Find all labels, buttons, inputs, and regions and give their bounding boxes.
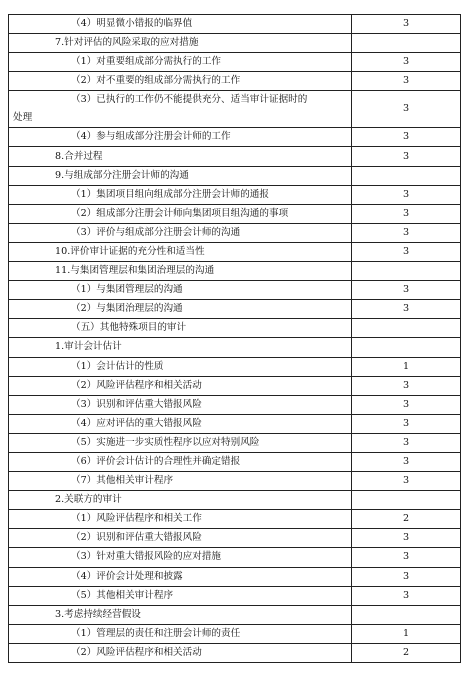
row-level-value [352,166,461,185]
row-level-value [352,34,461,53]
row-level-value: 3 [352,204,461,223]
table-row [9,548,461,567]
row-item-label: 2.关联方的审计 [55,494,122,506]
row-item-label: 1.审计会计估计 [55,341,122,353]
row-item-text [9,338,352,357]
row-item-text [9,53,352,72]
row-item-label: （2）识别和评估重大错报风险 [71,532,202,544]
row-level-value: 3 [352,586,461,605]
row-item-text [9,605,352,624]
row-level-value: 3 [352,472,461,491]
row-level-value: 3 [352,128,461,147]
row-item-label: （7）其他相关审计程序 [71,475,174,487]
row-level-value: 3 [352,223,461,242]
table-row [9,53,461,72]
row-item-label: （2）风险评估程序和相关活动 [71,379,202,391]
row-item-text [9,204,352,223]
row-item-label: （1）集团项目组向组成部分注册会计师的通报 [71,188,269,200]
row-item-text [9,567,352,586]
row-item-text [9,624,352,643]
row-level-value: 3 [352,414,461,433]
row-item-text-line2: 处理 [13,112,33,124]
row-item-label: （4）参与组成部分注册会计师的工作 [71,131,231,143]
row-item-text [9,281,352,300]
table-row [9,319,461,338]
table-row [9,472,461,491]
table-row [9,510,461,529]
table-row [9,529,461,548]
row-item-label: （2）对不重要的组成部分需执行的工作 [71,75,241,87]
row-level-value: 3 [352,395,461,414]
row-level-value [352,319,461,338]
row-item-text [9,452,352,471]
row-item-label: 11.与集团管理层和集团治理层的沟通 [55,265,215,277]
row-item-text [9,643,352,662]
row-level-value: 1 [352,624,461,643]
table-row [9,586,461,605]
row-item-label: （1）与集团管理层的沟通 [71,284,183,296]
row-item-text [9,376,352,395]
row-level-value: 3 [352,452,461,471]
row-level-value: 3 [352,242,461,261]
row-level-value: 2 [352,643,461,662]
row-level-value: 3 [352,53,461,72]
row-item-label: （2）与集团治理层的沟通 [71,303,183,315]
table-row [9,605,461,624]
row-item-text [9,433,352,452]
row-item-text [9,147,352,166]
row-item-text [9,319,352,338]
table-row [9,185,461,204]
table-row [9,624,461,643]
table-row [9,567,461,586]
row-item-text [9,223,352,242]
row-item-text [9,548,352,567]
table-row [9,376,461,395]
row-level-value [352,262,461,281]
row-item-text [9,128,352,147]
row-item-text [9,529,352,548]
table-row [9,357,461,376]
row-item-text [9,242,352,261]
table-row [9,242,461,261]
row-item-text [9,586,352,605]
table-row [9,281,461,300]
row-item-text [9,91,352,128]
row-item-label: （2）组成部分注册会计师向集团项目组沟通的事项 [71,207,289,219]
table-row [9,338,461,357]
row-item-text [9,72,352,91]
row-level-value: 3 [352,376,461,395]
row-item-label: （3）针对重大错报风险的应对措施 [71,551,222,563]
table-row [9,204,461,223]
row-level-value: 3 [352,185,461,204]
row-level-value: 3 [352,72,461,91]
row-item-text [9,472,352,491]
table-row [9,300,461,319]
row-item-text [9,510,352,529]
row-level-value: 1 [352,357,461,376]
row-item-label: （4）明显微小错报的临界值 [71,18,193,30]
row-level-value: 3 [352,15,461,34]
table-row [9,34,461,53]
row-item-text [9,300,352,319]
row-item-label: （5）实施进一步实质性程序以应对特别风险 [71,436,260,448]
row-item-text [9,395,352,414]
table-row [9,643,461,662]
row-item-label: （1）对重要组成部分需执行的工作 [71,56,222,68]
row-item-text [9,15,352,34]
row-item-label: 3.考虑持续经营假设 [55,608,141,620]
row-item-label: （1）管理层的责任和注册会计师的责任 [71,627,241,639]
table-row [9,91,461,128]
row-item-label: （4）评价会计处理和披露 [71,570,183,582]
row-item-label: （5）其他相关审计程序 [71,589,174,601]
row-item-text [9,357,352,376]
row-item-label: （2）风险评估程序和相关活动 [71,646,202,658]
table-row [9,452,461,471]
table-row [9,262,461,281]
row-item-label: （1）会计估计的性质 [71,360,164,372]
row-item-label: 8.合并过程 [55,150,103,162]
row-level-value: 3 [352,91,461,128]
row-level-value [352,605,461,624]
row-item-label: （3）识别和评估重大错报风险 [71,398,202,410]
row-item-text-line1: （3）已执行的工作仍不能提供充分、适当审计证据时的 [71,94,308,106]
table-row [9,395,461,414]
syllabus-table-body [9,15,461,663]
table-row [9,433,461,452]
row-level-value: 3 [352,529,461,548]
row-item-label: （6）评价会计估计的合理性并确定错报 [71,456,241,468]
row-item-text [9,491,352,510]
row-level-value: 3 [352,281,461,300]
row-item-text [9,262,352,281]
row-item-text [9,185,352,204]
row-level-value [352,491,461,510]
row-item-label: （4）应对评估的重大错报风险 [71,417,202,429]
table-row [9,147,461,166]
row-item-label: （五）其他特殊项目的审计 [71,322,187,334]
row-level-value: 3 [352,300,461,319]
row-item-text [9,414,352,433]
table-row [9,223,461,242]
row-level-value: 3 [352,567,461,586]
row-item-label: （3）评价与组成部分注册会计师的沟通 [71,226,241,238]
table-row [9,15,461,34]
row-item-label: 7.针对评估的风险采取的应对措施 [55,37,199,49]
row-level-value: 2 [352,510,461,529]
syllabus-table [8,14,461,663]
row-level-value: 3 [352,548,461,567]
row-item-text [9,166,352,185]
table-row [9,128,461,147]
table-row [9,72,461,91]
row-item-text [9,34,352,53]
row-level-value: 3 [352,147,461,166]
row-item-label: （1）风险评估程序和相关工作 [71,513,202,525]
row-level-value [352,338,461,357]
table-row [9,491,461,510]
row-item-label: 10.评价审计证据的充分性和适当性 [55,245,205,257]
row-level-value: 3 [352,433,461,452]
table-row [9,414,461,433]
row-item-label: 9.与组成部分注册会计师的沟通 [55,169,189,181]
table-row [9,166,461,185]
